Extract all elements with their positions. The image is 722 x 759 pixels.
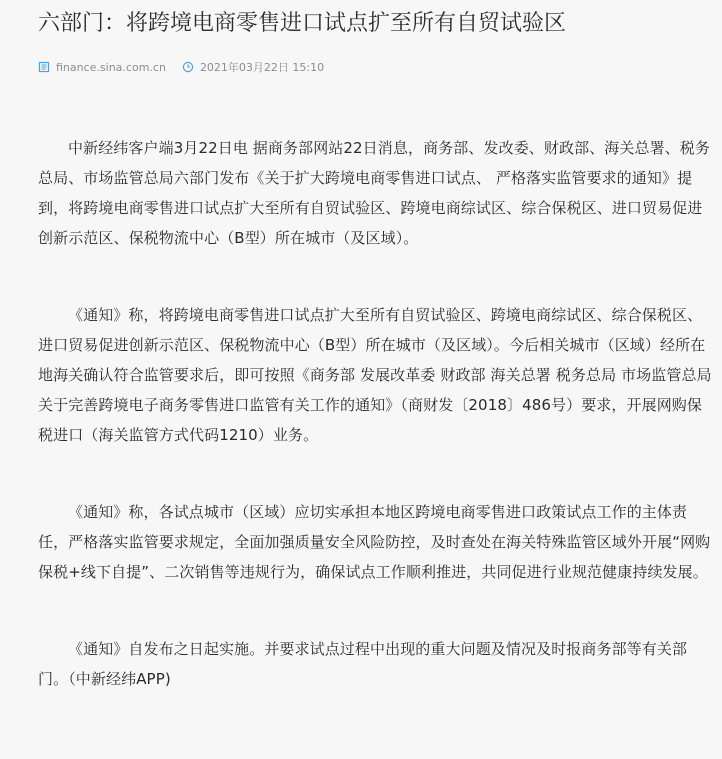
article-date: 2021年03月22日 15:10 [199, 61, 325, 74]
article-title: 六部门：将跨境电商零售进口试点扩至所有自贸试验区 [38, 11, 567, 36]
article-source: finance.sina.com.cn [56, 60, 166, 74]
document-icon [38, 61, 50, 73]
source-meta [38, 61, 166, 74]
article-paragraph: 《通知》自发布之日起实施。并要求试点过程中出现的重大问题及情况及时报商务部等有关部门。（中新经纬APP) [38, 640, 688, 688]
article-paragraph: 《通知》称，将跨境电商零售进口试点扩大至所有自贸试验区、跨境电商综试区、综合保税区、进口贸易促进创新示范区、保税物流中心（B型）所在城市（及区域）。今后相关城市（区域）经所在地海关确认符合监管要求后，即可按照《商务部 发展改革委 财政部 海关总署 税务总局 市场监管总局关于完善跨境电子商务零售进口监管有关工作的通知》（商财发〔2018〕486号）要求，开展网购保税进口（海关监管方式代码1210）业务。 [38, 306, 712, 444]
article-paragraph: 中新经纬客户端3月22日电 据商务部网站22日消息，商务部、发改委、财政部、海关总署、税务总局、市场监管总局六部门发布《关于扩大跨境电商零售进口试点、 严格落实监管要求的通知》提到，将跨境电商零售进口试点扩大至所有自贸试验区、跨境电商综试区、综合保税区、进口贸易促进创新示范区、保税物流中心（B型）所在城市（及区域）。 [38, 139, 710, 247]
article-body [38, 133, 714, 694]
clock-icon [182, 61, 194, 73]
article-meta [38, 59, 714, 75]
date-meta [182, 59, 324, 75]
article-paragraph: 《通知》称，各试点城市（区域）应切实承担本地区跨境电商零售进口政策试点工作的主体责任，严格落实监管要求规定，全面加强质量安全风险防控，及时查处在海关特殊监管区域外开展“网购保税+线下自提”、二次销售等违规行为，确保试点工作顺利推进，共同促进行业规范健康持续发展。 [38, 503, 711, 581]
